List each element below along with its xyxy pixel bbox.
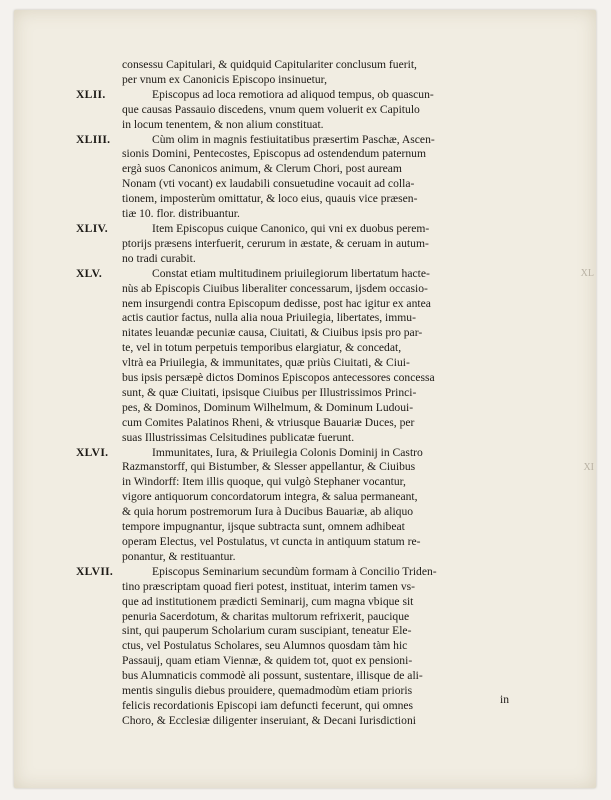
- text-line: Razmanstorff, qui Bistumber, & Slesser appellantur, & Ciuibus: [122, 460, 416, 474]
- text-line: nitates leuandæ pecuniæ causa, Ciuitati, & Ciuibus ipsis pro par-: [122, 326, 423, 340]
- article-xlvii: [76, 564, 530, 729]
- text-line: sint, qui pauperum Scholarium curam suscipiant, teneatur Ele-: [122, 624, 412, 638]
- text-line: actis cautior factus, nulla alia noua Priuilegia, libertates, immu-: [122, 311, 416, 325]
- article-number: XLV.: [76, 266, 103, 280]
- text-line: Immunitates, Iura, & Priuilegia Colonis Dominij in Castro: [152, 445, 423, 459]
- text-line: & quia horum postremorum Iura à Ducibus Bauariæ, ab aliquo: [122, 505, 414, 519]
- article-number: XLVI.: [76, 445, 109, 459]
- text-line: sionis Domini, Pentecostes, Episcopus ad ostendendum paternum: [122, 147, 426, 161]
- article-number: XLIV.: [76, 221, 108, 235]
- text-line: que causas Passauio discedens, vnum quem voluerit ex Capitulo: [122, 102, 420, 116]
- text-line: ergà suos Canonicos animum, & Clerum Chori, post auream: [122, 162, 402, 176]
- text-line: ctus, vel Postulatus Scholares, seu Alumnos quosdam tàm hic: [122, 639, 408, 653]
- text-line: consessu Capitulari, & quidquid Capitulariter conclusum fuerit,: [122, 58, 417, 71]
- text-line: Constat etiam multitudinem priuilegiorum libertatum hacte-: [152, 266, 430, 280]
- text-line: tino præscriptam quoad fieri potest, instituat, interim tamen vs-: [122, 579, 416, 593]
- show-through-mark: XI: [583, 462, 594, 473]
- opening-passage: [122, 58, 530, 88]
- text-line: in locum tenentem, & non alium constituat.: [122, 117, 324, 131]
- text-line: nem insurgendi contra Episcopum dedisse, post hac igitur ex antea: [122, 296, 431, 310]
- text-line: Passauij, quam etiam Viennæ, & quidem tot, quot ex pensioni-: [122, 654, 413, 668]
- article-xliii: [76, 132, 530, 222]
- text-line: mentis singulis diebus prouidere, quemadmodùm etiam prioris: [122, 684, 413, 698]
- text-line: vltrà ea Priuilegia, & immunitates, quæ priùs Ciuitati, & Ciui-: [122, 356, 410, 370]
- text-line: bus Alumnaticis commodè ali possunt, sustentare, illisque de ali-: [122, 669, 423, 683]
- text-line: in Windorff: Item illis quoque, qui vulgò Stephaner vocantur,: [122, 475, 406, 489]
- article-number: XLII.: [76, 87, 106, 101]
- text-line: vigore antiquorum concordatorum integra, & salua permaneant,: [122, 490, 418, 504]
- text-line: sunt, & quæ Ciuitati, ipsisque Ciuibus per Illustrissimos Princi-: [122, 385, 417, 399]
- text-line: tiæ 10. flor. distribuantur.: [122, 207, 240, 221]
- article-number: XLIII.: [76, 132, 111, 146]
- text-line: tionem, imposterùm omittatur, & loco eius, quauis vice præsen-: [122, 192, 418, 206]
- text-line: ponantur, & restituantur.: [122, 549, 236, 563]
- text-line: ptorijs præsens interfuerit, cerurum in æstate, & ceruam in autum-: [122, 236, 429, 250]
- text-line: no tradi curabit.: [122, 251, 196, 265]
- text-line: te, vel in totum perpetuis temporibus elargiatur, & concedat,: [122, 341, 402, 355]
- text-line: Cùm olim in magnis festiuitatibus præsertim Paschæ, Ascen-: [152, 132, 435, 146]
- article-xliv: [76, 221, 530, 267]
- text-line: penuria Sacerdotum, & charitas multorum refrixerit, paucique: [122, 609, 410, 623]
- text-line: tempore impugnantur, ijsque subtracta sunt, omnem adhibeat: [122, 520, 405, 534]
- article-xlvi: [76, 445, 530, 565]
- text-line: que ad institutionem prædicti Seminarij, cum magna vbique sit: [122, 594, 414, 608]
- show-through-mark: XL: [580, 268, 594, 279]
- text-line: cum Comites Palatinos Rheni, & vtriusque Bauariæ Duces, per: [122, 415, 415, 429]
- text-line: felicis recordationis Episcopi iam defuncti fecerunt, qui omnes: [122, 698, 414, 712]
- article-xlii: [76, 87, 530, 133]
- catchword: in: [500, 693, 510, 706]
- text-line: suas Illustrissimas Celsitudines publicatæ fuerunt.: [122, 430, 355, 444]
- article-xlv: [76, 266, 530, 446]
- text-line: Nonam (vti vocant) ex laudabili consuetudine vocauit ad colla-: [122, 177, 415, 191]
- page-body-text: [76, 58, 530, 729]
- text-line: pes, & Dominos, Dominum Wilhelmum, & Dominum Ludoui-: [122, 400, 414, 414]
- text-line: Episcopus ad loca remotiora ad aliquod tempus, ob quascun-: [152, 87, 434, 101]
- text-line: per vnum ex Canonicis Episcopo insinuetur,: [122, 72, 327, 86]
- article-number: XLVII.: [76, 564, 114, 578]
- document-page: [14, 10, 596, 788]
- text-line: Item Episcopus cuique Canonico, qui vni ex duobus perem-: [152, 221, 430, 235]
- text-line: bus ipsis persæpè dictos Dominos Episcopos antecessores concessa: [122, 371, 435, 385]
- text-line: nùs ab Episcopis Ciuibus liberaliter concessarum, ijsdem occasio-: [122, 281, 428, 295]
- text-line: operam Electus, vel Postulatus, vt cuncta in antiquum statum re-: [122, 535, 421, 548]
- text-line: Choro, & Ecclesiæ diligenter inseruiant, & Decani Iurisdictioni: [122, 713, 416, 727]
- text-line: Episcopus Seminarium secundùm formam à Concilio Triden-: [152, 564, 437, 578]
